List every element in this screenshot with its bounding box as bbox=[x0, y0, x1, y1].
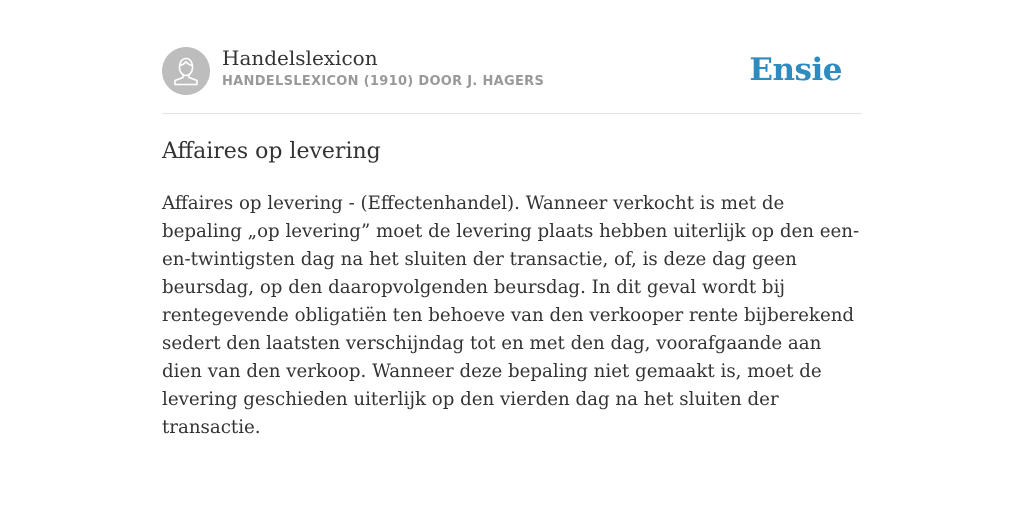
user-icon bbox=[162, 47, 210, 95]
page-title: Affaires op levering bbox=[162, 139, 381, 164]
header bbox=[162, 46, 862, 96]
brand-logo[interactable]: Ensie bbox=[749, 52, 842, 88]
divider bbox=[162, 113, 862, 114]
author-name[interactable]: Handelslexicon bbox=[222, 46, 378, 70]
author-subtitle: HANDELSLEXICON (1910) DOOR J. HAGERS bbox=[222, 74, 545, 89]
article-body: Affaires op levering - (Effectenhandel). Wanneer verkocht is met de bepaling „op levering” moet de levering plaats hebben uiterlijk op den een-en-twintigsten dag na het sluiten der transactie, of, is deze dag geen beursdag, op den daaropvolgenden beursdag. In dit geval wordt bij rentegevende obligatiën ten behoeve van den verkooper rente bijberekend sedert den laatsten verschijndag tot en met den dag, voorafgaande aan dien van den verkoop. Wanneer deze bepaling niet gemaakt is, moet de levering geschieden uiterlijk op den vierden dag na het sluiten der transactie. bbox=[162, 193, 860, 438]
avatar[interactable] bbox=[162, 47, 210, 95]
